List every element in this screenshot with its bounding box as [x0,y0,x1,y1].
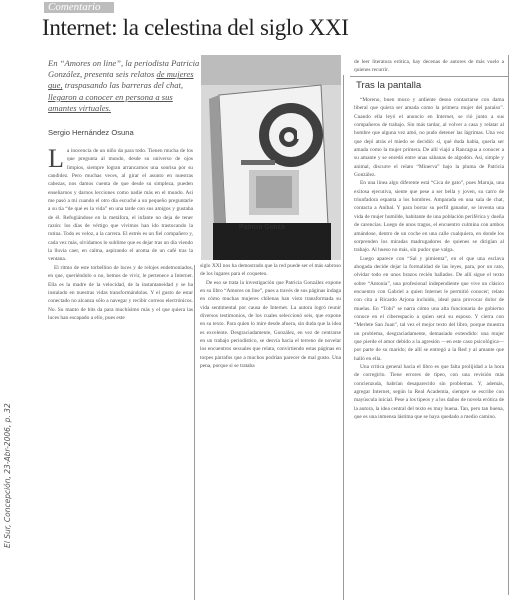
section-tag: Comentario [44,2,114,13]
deck-part-1: En “Amores on line”, la periodista Patricia González, presenta seis relatos [48,58,200,80]
column1-text-1: a inocencia de un niño da para todo. Tienen mucha de los que pregunta al mundo, desde su universo de ojos limpios, siempre logran arrancarnos una sonrisa por su candidez. Pero muchas veces, al girar el asunto en nuestras cabezas, nos damos cuenta de que desde su simpleza, pueden enseñarnos y darnos lecciones como nadie más en el mundo. Así me pasó a mí cuando el otro día escuché a un pequeño preguntarle a su tía “de qué es la vida” en una tarde con sus amigos y gustaba de él. Refugiándose en la metáfora, el infante no deja de tener razón: los días de vértigo que vivimos han ido trastocando la rutina. Todo es veloz, a la carrera. El estrés es un fiel compañero y, cada vez más, olvidamos lo sublime que es dejar tras un día viendo la lluvia caer, en calma, aspirando el aroma de un café tras la ventana. [48,148,193,263]
deck-part-3: traspasando las barreras del chat, [62,80,184,91]
at-sign-book-cover-icon [201,55,341,260]
body-column-2 [200,262,341,590]
page-border-right [508,55,509,595]
deck-part-2: de mujeres que, [48,69,194,91]
body-column-1 [48,147,193,587]
body-column-3-top [354,58,504,78]
column2-para-1: siglo XXI nos ha demostrado que la red puede ser el más sabroso de los lugares para el coqueteo. [200,263,341,278]
column3-para-2: En una línea algo diferente está “Cica de gato”, pues Maruja, una exitosa ejecutiva, siente que pese a ser bella y joven, su carro de triunfadora espanta a los hombres. Amparada en una sala de chat, contacta a Aníbal. Y para borrar su perfil ganador, se inventa una vida de mujer humilde, habitante de una población periférica y dueña de carencias. Luego de unos tragos, el encuentro culmina con ambos amándose, dentro de un coche en una calle cualquiera, en donde los sorprenden los miradas madrugadores de quienes se dirigían al trabajo. Al hueso no más, sin pudor que valga. [354,180,504,254]
column-rule-right [343,75,344,600]
deck-part-4: llegaron a conocer en persona a sus amantes virtuales. [48,91,173,113]
column3-para-3: Luego aparece con “Sal y pimienta”, en el que una esclava ahogada decide dejar la formalidad de las leyes, para, por un rato, olvidar todo en unos brazos recién hallados. De allí sigue el texto sobre “Antonia”, una profesional independiente que vive un clásico encuentro con Gabriel a quien Internet le permitió conocer; relato con cita a Ricardo Arjona incluido, ideal para provocar dolor de muelas. En “Tobi” se narra cómo una alta funcionaria de gobierno conoce en el ciberespacio a quien será su esposo. Y cierra con “Merlete San Juan”, tal vez el mejor texto del libro, porque muestra un problema, desgraciadamente, demasiado extendido: una mujer que pierde el amor debido a la agresión —en este caso psicológica— por parte de su marido; de allí se entregó a la Red y al amante que halló en ella. [354,255,504,362]
byline: Sergio Hernández Osuna [48,128,134,137]
handwritten-margin-note [0,400,14,550]
body-column-3 [354,96,504,574]
photo-label: Patricia Gonzá [239,224,285,231]
column1-para-1 [48,147,193,264]
column3-para-1: “Moreno, buen mozo y ardiente desea contactarse con dama liberal que quiera ser amada como la primera mujer del paraíso”. Cuando ella leyó el anuncio en Internet, se rió junto a sus compañeros de trabajo. Sin más tardar, al volver a casa y relatar al hombre que alguna vez amó, no pudo detener las lágrimas. Una vez que dejó atrás el miedo se decidió: sí, qué duda había, quería ser amada como la mujer primera. De allí viajó a Rancagua a conocer a su amante y se enredó entre unas sábanas de algodón. Así, simple y animal, discurre el relato “Minerva” bajo la pluma de Patricia González. [354,97,504,179]
column3-top-para: de leer literatura erótica, hay decenas de autores de más vuelo a quienes recurrir. [354,59,504,74]
column3-para-4: Una crítica general hacia el libro es que falta prolijidad a la hora de corregirlo. Tiene errores de tipeo, con una revisión más concienzuda, habrían desaparecido sin problemas. Y, además, agregar Internet, según la Real Academia, siempre se escribe con mayúscula inicial. Pese a los tipeos y a los daños de novela erótica de la autora, la idea central del texto es muy buena. Tan, pero tan buena, que es una inmensa lástima que se haya quedado a medio camino. [354,364,504,421]
dropcap: L [48,147,64,173]
headline: Internet: la celestina del siglo XXI [42,15,349,40]
margin-note-text: El Sur, Concepción, 23-Abr-2006, p. 32 [3,403,12,548]
column1-para-2: El ritmo de este torbellino de luces y de relojes endemoniados, en que, queriéndolo o no, hemos de vivir, le pertenece a Internet. Ella es la madre de la velocidad, de la instantaneidad y se ha instalado en nuestras vidas transformándolas. Y el gusto de estar conectado no alcanza sólo a navegar y recibir correos electrónicos. No. Su manto de bits da para muchísimo más y el que quiera las luces han escapado a ello, pues este [48,264,193,321]
book-cover-photo [201,55,341,260]
column-rule-left [194,265,195,600]
column2-para-2: De eso se trata la investigación que Patricia González expone en su libro “Amores on line”, pues a través de sus páginas indaga en cómo muchas mujeres chilenas han visto transformada su vida sentimental por causa de Internet. La autora logró reunir diversos testimonios, de los cuales seleccionó seis, que expone en su texto. Para quien lo mire desde afuera, sin duda que la idea es excelente. Desgraciadamente, González, en vez de centrarse en un trabajo periodístico, se desvía hacia el terreno de novelar los encuentros sexuales que relata, convirtiendo estas páginas en torpes párrafos que a muchos podrían parecer de mal gusto. Una pena, porque si se trataba [200,279,341,370]
subhead: Tras la pantalla [356,80,422,91]
deck [48,58,200,114]
